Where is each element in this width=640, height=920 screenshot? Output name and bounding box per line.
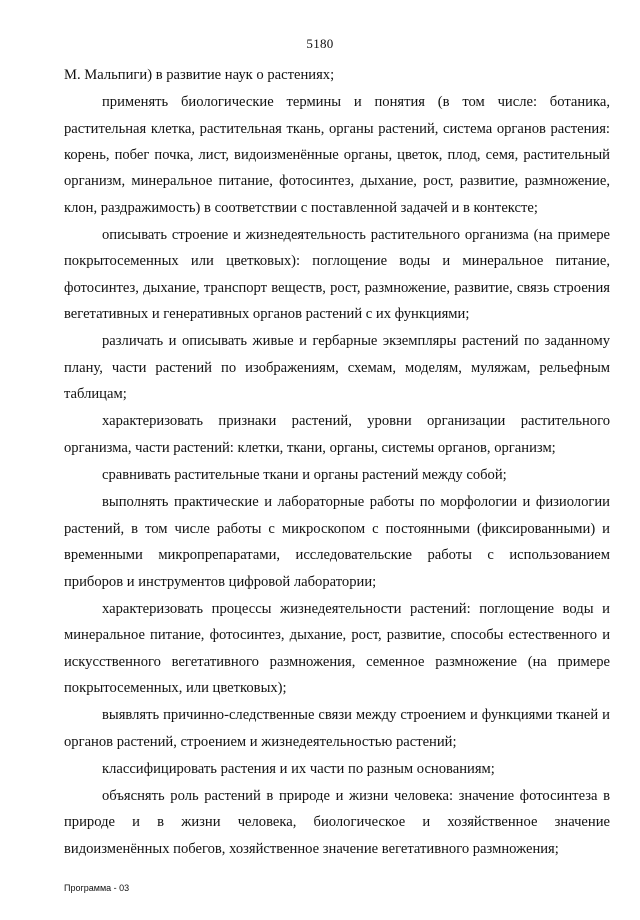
paragraph: выявлять причинно-следственные связи между строением и функциями тканей и органов растений, строением и жизнедеятельностью растений; [64,707,610,750]
document-body [64,62,610,862]
footer-label: Программа - 03 [64,883,130,893]
paragraph: сравнивать растительные ткани и органы растений между собой; [102,467,507,484]
paragraph: характеризовать процессы жизнедеятельности растений: поглощение воды и минеральное питание, фотосинтез, дыхание, рост, развитие, способы естественного и искусственного вегетативного размножения, семенное размножение (на примере покрытосеменных, или цветковых); [64,600,610,696]
paragraph: М. Мальпиги) в развитие наук о растениях; [64,67,335,83]
paragraph: описывать строение и жизнедеятельность растительного организма (на примере покрытосеменных или цветковых): поглощение воды и минеральное питание, фотосинтез, дыхание, транспорт веществ, рост, размножение, развитие, связь строения вегетативных и генеративных органов растений с их функциями; [64,227,610,323]
paragraph: объяснять роль растений в природе и жизни человека: значение фотосинтеза в природе и в жизни человека, биологическое и хозяйственное значение видоизменённых побегов, хозяйственное значение вегетативного размножения; [64,787,610,857]
paragraph: характеризовать признаки растений, уровни организации растительного организма, части растений: клетки, ткани, органы, системы органов, организм; [64,413,610,456]
page-number: 5180 [306,36,334,51]
paragraph: классифицировать растения и их части по разным основаниям; [102,760,495,777]
paragraph: различать и описывать живые и гербарные экземпляры растений по заданному плану, части растений по изображениям, схемам, моделям, муляжам, рельефным таблицам; [64,333,610,403]
paragraph: применять биологические термины и понятия (в том числе: ботаника, растительная клетка, растительная ткань, органы растений, система органов растения: корень, побег почка, лист, видоизменённые органы, цветок, плод, семя, растительный организм, минеральное питание, фотосинтез, дыхание, рост, развитие, размножение, клон, раздражимость) в соответствии с поставленной задачей и в контексте; [64,94,610,216]
paragraph: выполнять практические и лабораторные работы по морфологии и физиологии растений, в том числе работы с микроскопом с постоянными (фиксированными) и временными микропрепаратами, исследовательские работы с использованием приборов и инструментов цифровой лаборатории; [64,494,610,590]
